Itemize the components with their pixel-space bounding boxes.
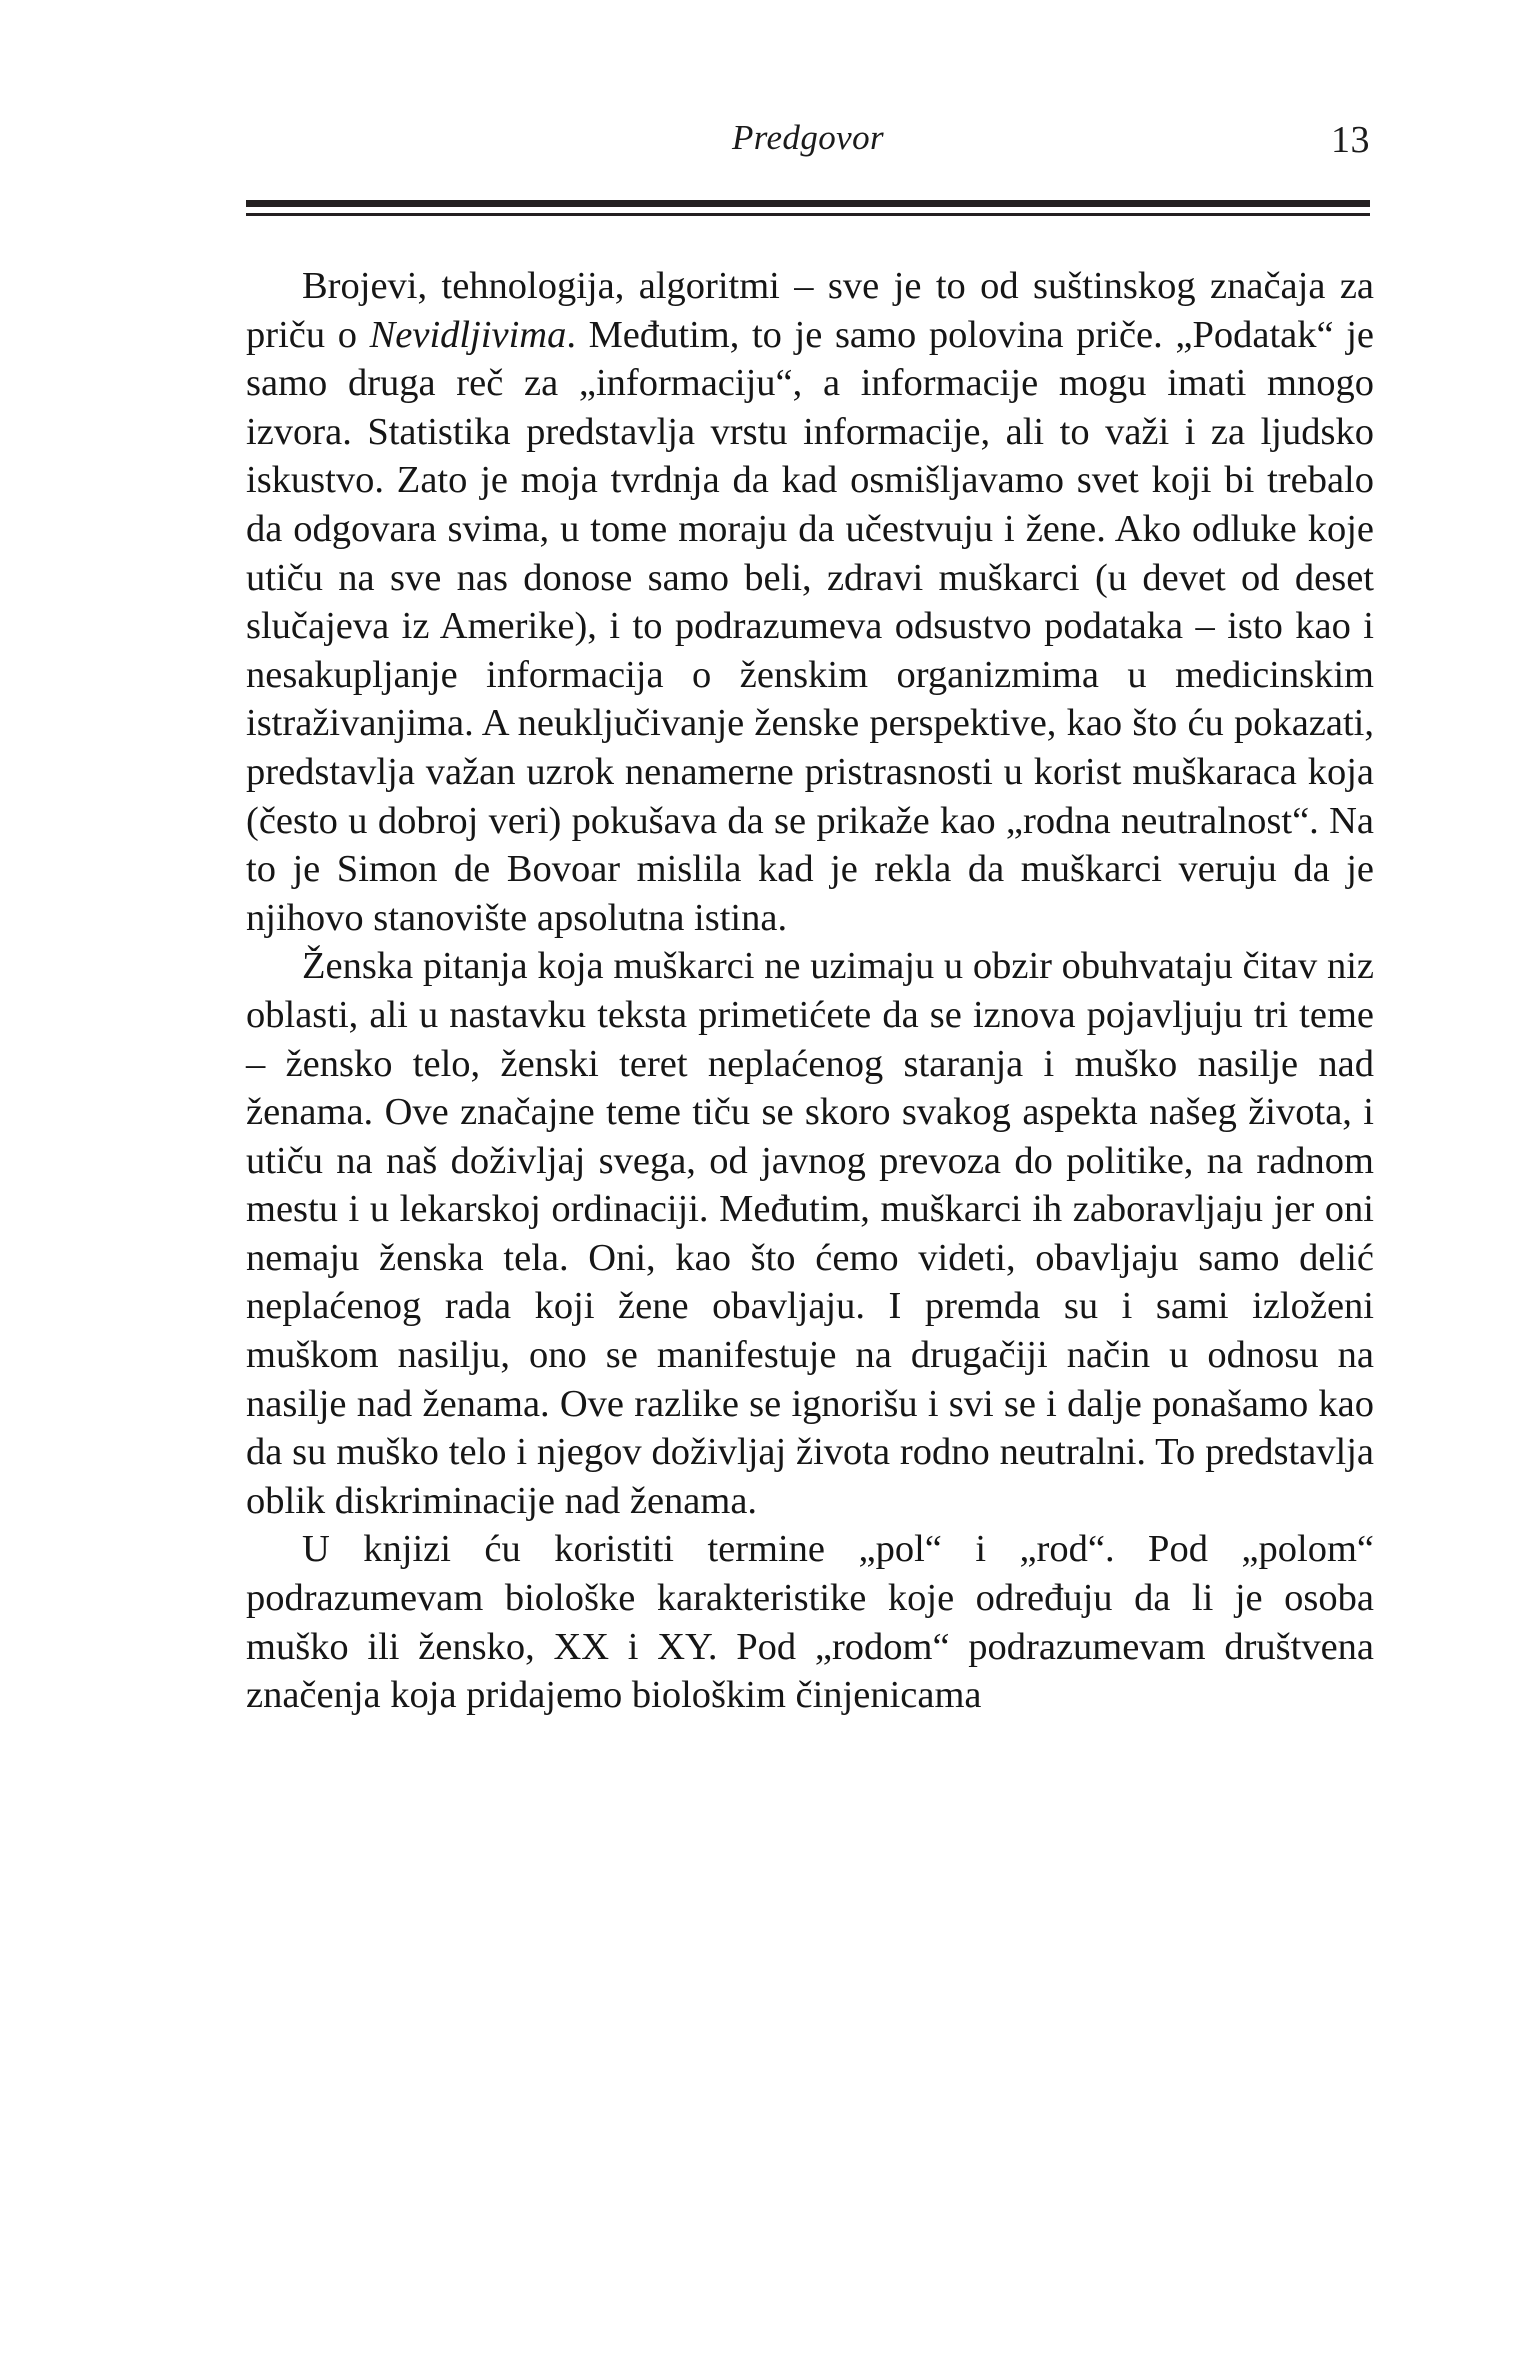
text-run: U knjizi ću koristiti termine „pol“ i „rod“. Pod „polom“ podrazumevam biološke karakteristike koje određuju da li je osoba muško ili žensko, XX i XY. Pod „rodom“ podrazumevam društvena značenja koja pridajemo biološkim činjenicama [246,1528,1374,1717]
page-number: 13 [1331,119,1370,161]
paragraph [246,942,1374,1525]
italic-title: Nevidljivima [369,313,567,356]
paragraph [246,1525,1374,1719]
text-run: Ženska pitanja koja muškarci ne uzimaju u obzir obuhvataju čitav niz oblasti, ali u nastavku teksta primetićete da se iznova pojavljuju tri teme – žensko telo, ženski teret neplaćenog staranja i muško nasilje nad ženama. Ove značajne teme tiču se skoro svakog aspekta našeg života, i utiču na naš doživljaj svega, od javnog prevoza do politike, na radnom mestu i u lekarskoj ordinaciji. Međutim, muškarci ih zaboravljaju jer oni nemaju ženska tela. Oni, kao što ćemo videti, obavljaju samo delić neplaćenog rada koji žene obavljaju. I premda su i sami izloženi muškom nasilju, ono se manifestuje na drugačiji način u odnosu na nasilje nad ženama. Ove razlike se ignorišu i svi se i dalje ponašamo kao da su muško telo i njegov doživljaj života rodno neutralni. To predstavlja oblik diskriminacije nad ženama. [246,945,1374,1522]
paragraph [246,262,1374,942]
running-head [246,118,1370,188]
rule-thick [246,200,1370,207]
text-run: Brojevi, tehnologija, algoritmi – sve je to od suštinskog značaja za priču o [246,265,1374,356]
rule-thin [246,213,1370,216]
header-double-rule [246,200,1370,216]
text-run: . Međutim, to je samo polovina priče. „Podatak“ je samo druga reč za „informaciju“, a informacije mogu imati mnogo izvora. Statistika predstavlja vrstu informacije, ali to važi i za ljudsko iskustvo. Zato je moja tvrdnja da kad osmišljavamo svet koji bi trebalo da odgovara svima, u tome moraju da učestvuju i žene. Ako odluke koje utiču na sve nas donose samo beli, zdravi muškarci (u devet od deset slučajeva iz Amerike), i to podrazumeva odsustvo podataka – isto kao i nesakupljanje informacija o ženskim organizmima u medicinskim istraživanjima. A neuključivanje ženske perspektive, kao što ću pokazati, predstavlja važan uzrok nenamerne pristrasnosti u korist muškaraca koja (često u dobroj veri) pokušava da se prikaže kao „rodna neutralnost“. Na to je Simon de Bovoar mislila kad je rekla da muškarci veruju da je njihovo stanovište apsolutna istina. [246,313,1374,939]
body-text [246,262,1374,1720]
running-head-title: Predgovor [732,118,884,157]
